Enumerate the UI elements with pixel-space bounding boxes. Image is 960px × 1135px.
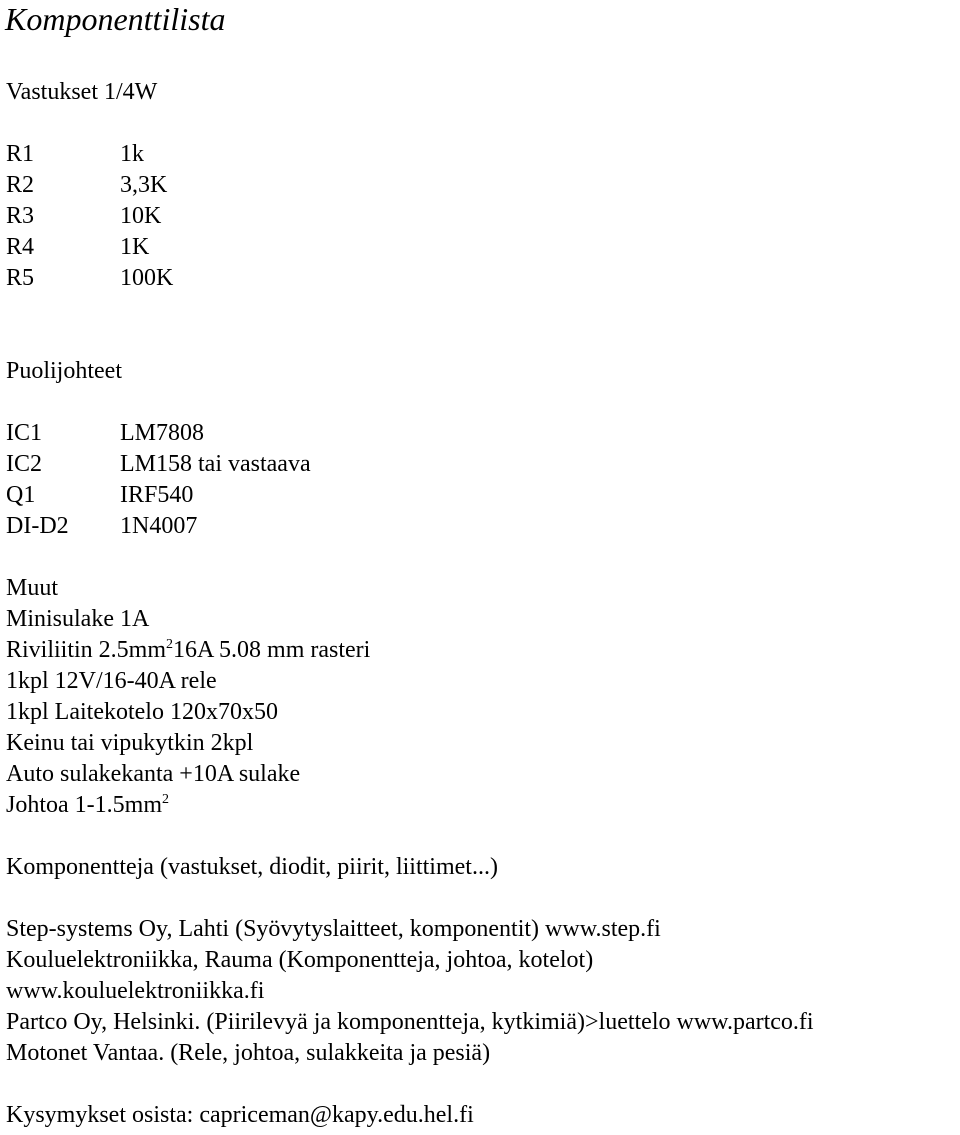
misc-heading: Muut [6,575,59,601]
item-ref: IC2 [6,451,42,477]
item-value: 1N4007 [120,513,198,539]
suppliers-heading: Komponentteja (vastukset, diodit, piirit, liittimet...) [6,854,498,880]
wire-text: Johtoa 1-1.5mm [6,792,162,818]
item-value: 10K [120,203,162,229]
resistors-heading: Vastukset 1/4W [6,79,158,105]
item-value: 3,3K [120,172,168,198]
wire-line [6,793,169,817]
page-title: Komponenttilista [5,1,226,37]
item-value: LM7808 [120,420,204,446]
item-value: 100K [120,265,174,291]
semiconductors-heading: Puolijohteet [6,358,122,384]
fuseholder-line: Auto sulakekanta +10A sulake [6,761,301,787]
terminal-text-rest: 16A 5.08 mm rasteri [173,637,371,663]
enclosure-line: 1kpl Laitekotelo 120x70x50 [6,699,278,725]
list-item [6,204,161,228]
list-item [6,452,311,476]
supplier-line: Partco Oy, Helsinki. (Piirilevyä ja komponentteja, kytkimiä)>luettelo www.partco.fi [6,1009,814,1035]
contact-line: Kysymykset osista: capriceman@kapy.edu.hel.fi [6,1102,474,1128]
superscript: 2 [166,637,174,652]
item-ref: DI-D2 [6,513,69,539]
item-ref: IC1 [6,420,42,446]
item-ref: Q1 [6,482,36,508]
item-value: LM158 tai vastaava [120,451,311,477]
item-value: 1k [120,141,144,167]
list-item [6,266,173,290]
item-ref: R3 [6,203,35,229]
item-value: IRF540 [120,482,194,508]
item-ref: R1 [6,141,35,167]
supplier-line: www.kouluelektroniikka.fi [6,978,265,1004]
item-value: 1K [120,234,150,260]
terminal-line [6,638,370,662]
list-item [6,173,167,197]
supplier-line: Motonet Vantaa. (Rele, johtoa, sulakkeita ja pesiä) [6,1040,491,1066]
item-ref: R4 [6,234,35,260]
item-ref: R2 [6,172,35,198]
list-item [6,514,197,538]
list-item [6,142,144,166]
list-item [6,483,193,507]
terminal-text: Riviliitin 2.5mm [6,637,167,663]
list-item [6,421,204,445]
item-ref: R5 [6,265,35,291]
supplier-line: Step-systems Oy, Lahti (Syövytyslaitteet, komponentit) www.step.fi [6,916,661,942]
fuse-line: Minisulake 1A [6,606,150,632]
switch-line: Keinu tai vipukytkin 2kpl [6,730,254,756]
supplier-line: Kouluelektroniikka, Rauma (Komponentteja, johtoa, kotelot) [6,947,594,973]
superscript: 2 [162,792,169,807]
list-item [6,235,149,259]
relay-line: 1kpl 12V/16-40A rele [6,668,217,694]
